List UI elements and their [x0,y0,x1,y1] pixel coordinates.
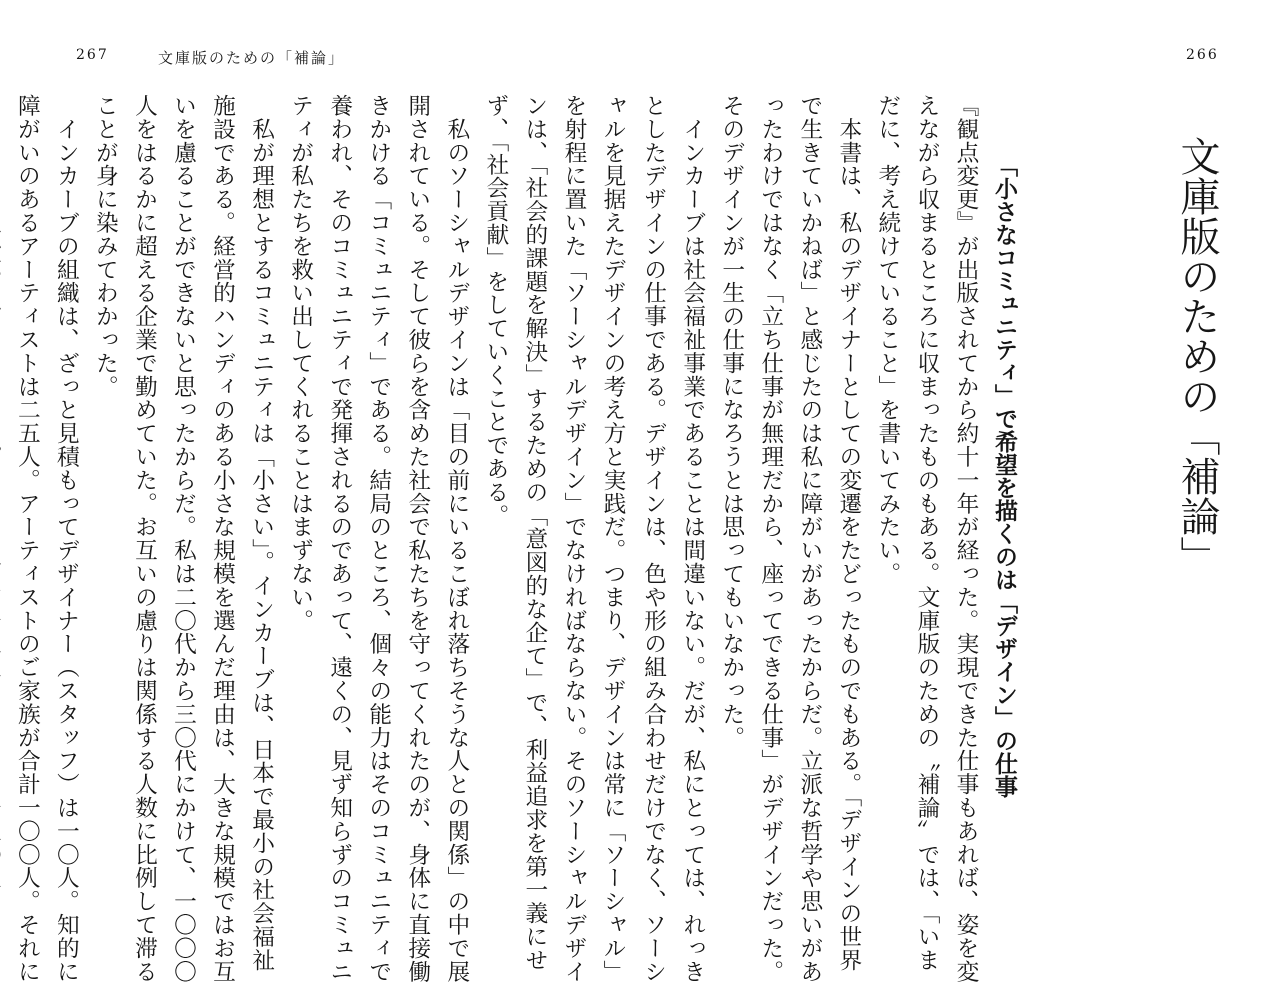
body-line: で生きていかねば」と感じたのは私に障がいがあったからだ。立派な哲学や思いがあ [796,94,823,983]
body-line: インカーブは社会福祉事業であることは間違いない。だが、私にとっては、れっき [679,94,706,983]
left-page-number: 267 [76,47,109,63]
body-line: 障がいのあるアーティストは二五人。アーティストのご家族が合計一〇〇人。それに [14,94,41,983]
body-line: 人をはるかに超える企業で勤めていた。お互いの慮りは関係する人数に比例して滞る [131,94,158,983]
body-line: 本書は、私のデザイナーとしての変遷をたどったものでもある。「デザインの世界 [835,94,862,972]
left-page-body [14,94,632,983]
body-line: 私のソーシャルデザインは「目の前にいるこぼれ落ちそうな人との関係」の中で展 [443,94,470,983]
right-page-body [640,94,985,983]
body-line: 私が理想とするコミュニティは「小さい」。インカーブは、日本で最小の社会福祉 [248,94,275,972]
right-page-number: 266 [1186,47,1219,63]
body-line: を射程に置いた「ソーシャルデザイン」でなければならない。そのソーシャルデザイ [560,94,587,983]
body-line: そのデザインが一生の仕事になろうとは思ってもいなかった。 [718,94,745,750]
body-line: だに、考え続けていること」を書いてみたい。 [874,94,901,586]
body-line: としたデザインの仕事である。デザインは、色や形の組み合わせだけでなく、ソーシ [640,94,667,983]
body-line: ず、「社会貢献」をしていくことである。 [482,94,509,528]
body-line: 養われ、そのコミュニティで発揮されるのであって、遠くの、見ず知らずのコミュニ [326,94,353,983]
body-line: 『観点変更』が出版されてから約十一年が経った。実現できた仕事もあれば、姿を変 [953,94,979,983]
body-line: いを慮ることができないと思ったからだ。私は二〇代から三〇代にかけて、一〇〇〇 [170,94,197,983]
section-heading: 「小さなコミュニティ」で希望を描くのは「デザイン」の仕事 [991,154,1018,798]
body-line: ャルを見据えたデザインの考え方と実践だ。つまり、デザインは常に「ソーシャル」 [600,94,626,983]
body-line: インカーブの組織は、ざっと見積もってデザイナー（スタッフ）は一〇人。知的に [53,94,80,983]
running-header: 文庫版のための「補論」 [158,49,346,67]
chapter-title: 文庫版のための「補論」 [1174,136,1220,576]
body-line: ティが私たちを救い出してくれることはまずない。 [287,94,314,633]
body-line: 開されている。そして彼らを含めた社会で私たちを守ってくれたのが、身体に直接働 [404,94,431,983]
body-line: ことが身に染みてわかった。 [92,94,119,399]
body-line [0,94,7,924]
body-line: きかける「コミュニティ」である。結局のところ、個々の能力はそのコミュニティで [365,94,392,983]
body-line: 施設である。経営的ハンディのある小さな規模を選んだ理由は、大きな規模ではお互 [209,94,236,983]
body-line: ンは、「社会的課題を解決」するための「意図的な企て」で、利益追求を第一義にせ [521,94,548,972]
body-line: ったわけではなく「立ち仕事が無理だから、座ってできる仕事」がデザインだった。 [757,94,784,983]
body-line: えながら収まるところに収まったものもある。文庫版のための〝補論〟では、「いま [913,94,940,972]
